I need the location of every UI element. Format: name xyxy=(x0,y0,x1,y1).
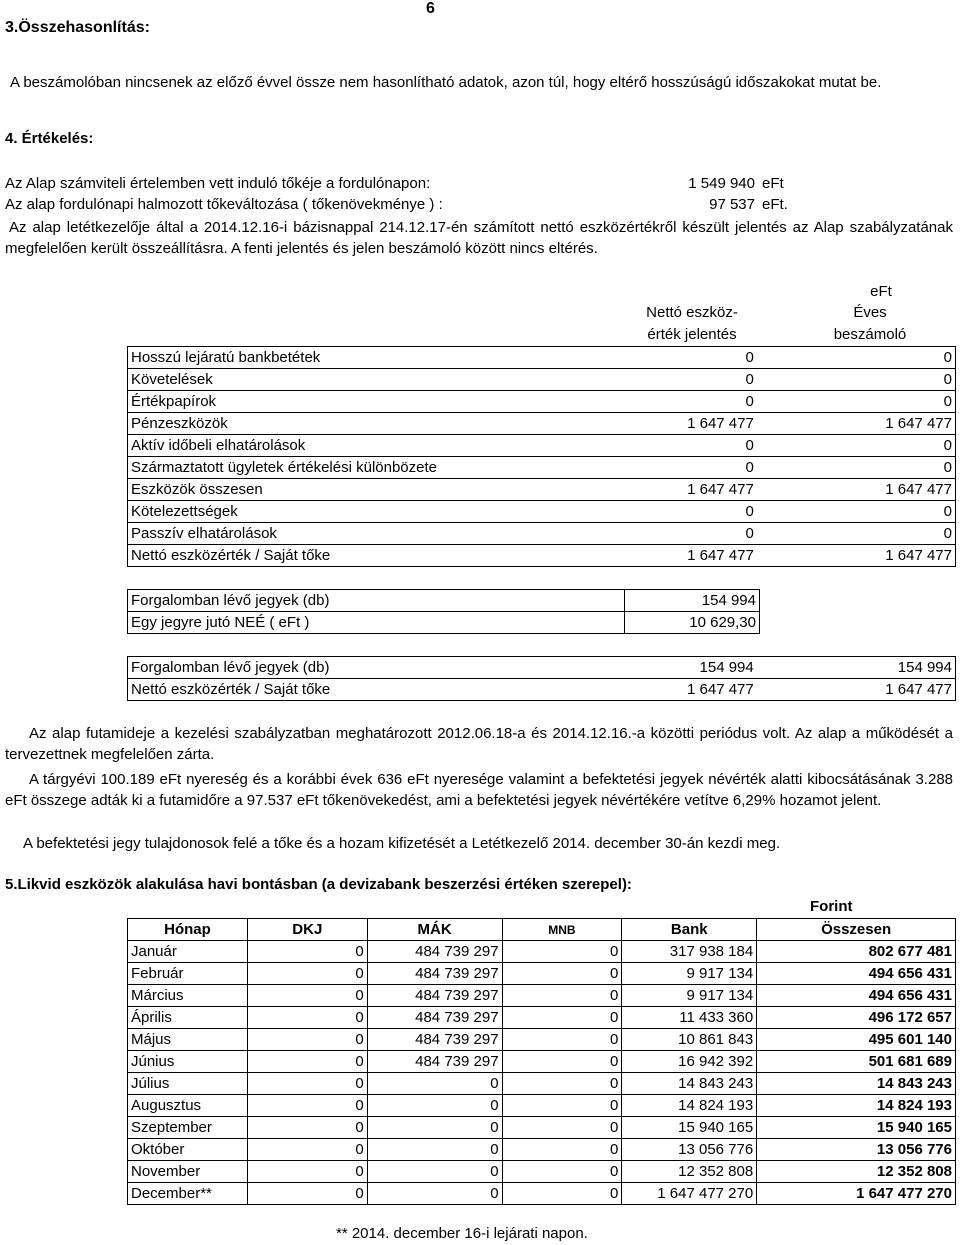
cell-mak: 484 739 297 xyxy=(367,1007,502,1029)
cell-month: Május xyxy=(128,1029,248,1051)
cell-dkj: 0 xyxy=(247,985,367,1007)
cell-month: Szeptember xyxy=(128,1117,248,1139)
table-row xyxy=(128,679,956,701)
cell-mak: 484 739 297 xyxy=(367,941,502,963)
cell-month: November xyxy=(128,1161,248,1183)
col-header-dkj: DKJ xyxy=(247,919,367,941)
cell-mnb: 0 xyxy=(502,1139,622,1161)
cell-month: Január xyxy=(128,941,248,963)
nav-row-report-value: 0 xyxy=(607,457,757,479)
nav-row-report-value: 0 xyxy=(607,523,757,545)
cell-total: 14 824 193 xyxy=(757,1095,956,1117)
nav-unit: eFt xyxy=(870,283,892,300)
table-row xyxy=(128,1029,956,1051)
cell-mnb: 0 xyxy=(502,1051,622,1073)
cell-dkj: 0 xyxy=(247,1029,367,1051)
cell-bank: 317 938 184 xyxy=(622,941,757,963)
units-table xyxy=(127,589,760,634)
capital-change-value: 97 537 xyxy=(709,196,755,213)
nav-row-label: Passzív elhatárolások xyxy=(128,523,608,545)
table-row xyxy=(128,612,760,634)
cell-dkj: 0 xyxy=(247,1139,367,1161)
table-row xyxy=(128,657,956,679)
cell-total: 15 940 165 xyxy=(757,1117,956,1139)
cell-month: Február xyxy=(128,963,248,985)
units-row-label: Egy jegyre jutó NEÉ ( eFt ) xyxy=(128,612,625,634)
nav-row-label: Származtatott ügyletek értékelési különbözete xyxy=(128,457,608,479)
capital-label: Az Alap számviteli értelemben vett induló tőkéje a fordulónapon: xyxy=(5,175,431,192)
cell-mak: 0 xyxy=(367,1117,502,1139)
cell-mak: 0 xyxy=(367,1183,502,1205)
compare-v1: 154 994 xyxy=(607,657,757,679)
cell-bank: 15 940 165 xyxy=(622,1117,757,1139)
cell-month: Október xyxy=(128,1139,248,1161)
cell-bank: 16 942 392 xyxy=(622,1051,757,1073)
cell-total: 14 843 243 xyxy=(757,1073,956,1095)
col-header-month: Hónap xyxy=(128,919,248,941)
nav-row-annual-value: 0 xyxy=(757,435,956,457)
cell-total: 12 352 808 xyxy=(757,1161,956,1183)
cell-mak: 0 xyxy=(367,1095,502,1117)
units-row-value: 10 629,30 xyxy=(625,612,760,634)
table-row xyxy=(128,391,956,413)
cell-mak: 484 739 297 xyxy=(367,1029,502,1051)
table-row xyxy=(128,1139,956,1161)
nav-row-annual-value: 0 xyxy=(757,501,956,523)
nav-row-label: Eszközök összesen xyxy=(128,479,608,501)
cell-total: 495 601 140 xyxy=(757,1029,956,1051)
page-number: 6 xyxy=(426,0,435,17)
cell-mnb: 0 xyxy=(502,1073,622,1095)
cell-dkj: 0 xyxy=(247,1073,367,1095)
cell-dkj: 0 xyxy=(247,1161,367,1183)
table-row xyxy=(128,545,956,567)
cell-bank: 9 917 134 xyxy=(622,963,757,985)
section5-unit: Forint xyxy=(810,898,853,915)
section3-text: A beszámolóban nincsenek az előző évvel össze nem hasonlítható adatok, azon túl, hogy eltérő hosszúságú időszakokat mutat be. xyxy=(10,74,882,91)
nav-row-annual-value: 0 xyxy=(757,347,956,369)
nav-col2-header-2: beszámoló xyxy=(833,326,907,343)
cell-total: 494 656 431 xyxy=(757,985,956,1007)
nav-row-label: Követelések xyxy=(128,369,608,391)
table-row xyxy=(128,963,956,985)
nav-row-label: Értékpapírok xyxy=(128,391,608,413)
compare-label: Nettó eszközérték / Saját tőke xyxy=(128,679,607,701)
cell-bank: 14 824 193 xyxy=(622,1095,757,1117)
cell-dkj: 0 xyxy=(247,1117,367,1139)
cell-dkj: 0 xyxy=(247,1095,367,1117)
cell-total: 13 056 776 xyxy=(757,1139,956,1161)
compare-v2: 154 994 xyxy=(757,657,956,679)
cell-dkj: 0 xyxy=(247,1007,367,1029)
cell-mnb: 0 xyxy=(502,985,622,1007)
table-row xyxy=(128,1117,956,1139)
cell-month: December** xyxy=(128,1183,248,1205)
cell-dkj: 0 xyxy=(247,963,367,985)
cell-bank: 9 917 134 xyxy=(622,985,757,1007)
paragraph-payout: A befektetési jegy tulajdonosok felé a tőke és a hozam kifizetését a Letétkezelő 2014. december 30-án kezdi meg. xyxy=(23,835,781,852)
cell-mnb: 0 xyxy=(502,1095,622,1117)
table-row xyxy=(128,590,760,612)
units-row-label: Forgalomban lévő jegyek (db) xyxy=(128,590,625,612)
cell-bank: 12 352 808 xyxy=(622,1161,757,1183)
cell-mak: 0 xyxy=(367,1139,502,1161)
units-row-value: 154 994 xyxy=(625,590,760,612)
nav-row-label: Nettó eszközérték / Saját tőke xyxy=(128,545,608,567)
table-row xyxy=(128,941,956,963)
compare-v1: 1 647 477 xyxy=(607,679,757,701)
nav-row-report-value: 0 xyxy=(607,347,757,369)
cell-mak: 0 xyxy=(367,1073,502,1095)
cell-month: Június xyxy=(128,1051,248,1073)
cell-mak: 484 739 297 xyxy=(367,963,502,985)
nav-row-annual-value: 0 xyxy=(757,523,956,545)
section4-heading: 4. Értékelés: xyxy=(5,130,94,147)
nav-table xyxy=(127,346,956,567)
nav-row-report-value: 1 647 477 xyxy=(607,413,757,435)
cell-total: 501 681 689 xyxy=(757,1051,956,1073)
table-row xyxy=(128,1073,956,1095)
nav-row-report-value: 0 xyxy=(607,501,757,523)
table-row xyxy=(128,347,956,369)
cell-mak: 0 xyxy=(367,1161,502,1183)
nav-row-report-value: 0 xyxy=(607,435,757,457)
table-row xyxy=(128,1051,956,1073)
nav-row-annual-value: 0 xyxy=(757,391,956,413)
cell-month: Július xyxy=(128,1073,248,1095)
nav-row-report-value: 1 647 477 xyxy=(607,545,757,567)
footnote: ** 2014. december 16-i lejárati napon. xyxy=(336,1225,588,1242)
cell-bank: 14 843 243 xyxy=(622,1073,757,1095)
table-row xyxy=(128,1095,956,1117)
table-row xyxy=(128,1007,956,1029)
nav-row-annual-value: 0 xyxy=(757,457,956,479)
cell-bank: 13 056 776 xyxy=(622,1139,757,1161)
nav-row-label: Pénzeszközök xyxy=(128,413,608,435)
table-row xyxy=(128,501,956,523)
table-row xyxy=(128,479,956,501)
cell-mnb: 0 xyxy=(502,941,622,963)
col-header-bank: Bank xyxy=(622,919,757,941)
compare-table xyxy=(127,656,956,701)
liquid-assets-table xyxy=(127,918,956,1205)
cell-total: 496 172 657 xyxy=(757,1007,956,1029)
nav-col1-header-2: érték jelentés xyxy=(647,326,737,343)
nav-row-label: Aktív időbeli elhatárolások xyxy=(128,435,608,457)
cell-mnb: 0 xyxy=(502,1161,622,1183)
cell-total: 1 647 477 270 xyxy=(757,1183,956,1205)
cell-dkj: 0 xyxy=(247,941,367,963)
paragraph-term: Az alap futamideje a kezelési szabályzatban meghatározott 2012.06.18-a és 2014.12.16.-a közötti periódus volt. Az alap a működését a tervezettnek megfelelően zárta. xyxy=(5,725,953,763)
nav-row-annual-value: 1 647 477 xyxy=(757,545,956,567)
paragraph-result: A tárgyévi 100.189 eFt nyereség és a korábbi évek 636 eFt nyeresége valamint a befektetési jegyek névérték alatti kibocsátásának 3.288 eFt összege adták ki a futamidőre a 97.537 eFt tőkenövekedést, ami a befektetési jegyek névértékére vetítve 6,29% hozamot jelent. xyxy=(5,771,953,809)
table-row xyxy=(128,435,956,457)
nav-row-report-value: 0 xyxy=(607,369,757,391)
table-row xyxy=(128,523,956,545)
nav-row-label: Hosszú lejáratú bankbetétek xyxy=(128,347,608,369)
capital-unit: eFt xyxy=(762,175,784,192)
cell-bank: 10 861 843 xyxy=(622,1029,757,1051)
cell-bank: 1 647 477 270 xyxy=(622,1183,757,1205)
table-row xyxy=(128,1183,956,1205)
table-row xyxy=(128,413,956,435)
nav-row-annual-value: 1 647 477 xyxy=(757,413,956,435)
table-header-row xyxy=(128,919,956,941)
nav-row-report-value: 1 647 477 xyxy=(607,479,757,501)
section3-heading: 3.Összehasonlítás: xyxy=(5,19,150,36)
section5-heading: 5.Likvid eszközök alakulása havi bontásban (a devizabank beszerzési értéken szerepel): xyxy=(5,876,632,893)
cell-mnb: 0 xyxy=(502,1117,622,1139)
cell-bank: 11 433 360 xyxy=(622,1007,757,1029)
cell-total: 494 656 431 xyxy=(757,963,956,985)
cell-month: Március xyxy=(128,985,248,1007)
col-header-total: Összesen xyxy=(757,919,956,941)
nav-col2-header-1: Éves xyxy=(853,304,887,321)
cell-mnb: 0 xyxy=(502,1007,622,1029)
nav-row-label: Kötelezettségek xyxy=(128,501,608,523)
cell-month: Augusztus xyxy=(128,1095,248,1117)
cell-mak: 484 739 297 xyxy=(367,985,502,1007)
compare-v2: 1 647 477 xyxy=(757,679,956,701)
cell-mnb: 0 xyxy=(502,1183,622,1205)
col-header-mnb: MNB xyxy=(502,919,622,941)
compare-label: Forgalomban lévő jegyek (db) xyxy=(128,657,607,679)
table-row xyxy=(128,369,956,391)
cell-mnb: 0 xyxy=(502,963,622,985)
cell-mnb: 0 xyxy=(502,1029,622,1051)
nav-row-report-value: 0 xyxy=(607,391,757,413)
col-header-mak: MÁK xyxy=(367,919,502,941)
nav-row-annual-value: 1 647 477 xyxy=(757,479,956,501)
cell-month: Április xyxy=(128,1007,248,1029)
section4-paragraph: Az alap letétkezelője által a 2014.12.16-i bázisnappal 214.12.17-én számított nettó eszközértékről készült jelentés az Alap szabályzatának megfelelően került összeállításra. A fenti jelentés és jelen beszámoló között nincs eltérés. xyxy=(5,219,953,257)
capital-change-label: Az alap fordulónapi halmozott tőkeváltozása ( tőkenövekménye ) : xyxy=(5,196,443,213)
table-row xyxy=(128,985,956,1007)
nav-col1-header-1: Nettó eszköz- xyxy=(646,304,738,321)
capital-value: 1 549 940 xyxy=(688,175,755,192)
cell-dkj: 0 xyxy=(247,1051,367,1073)
table-row xyxy=(128,457,956,479)
table-row xyxy=(128,1161,956,1183)
cell-mak: 484 739 297 xyxy=(367,1051,502,1073)
cell-dkj: 0 xyxy=(247,1183,367,1205)
cell-total: 802 677 481 xyxy=(757,941,956,963)
capital-change-unit: eFt. xyxy=(762,196,788,213)
nav-row-annual-value: 0 xyxy=(757,369,956,391)
